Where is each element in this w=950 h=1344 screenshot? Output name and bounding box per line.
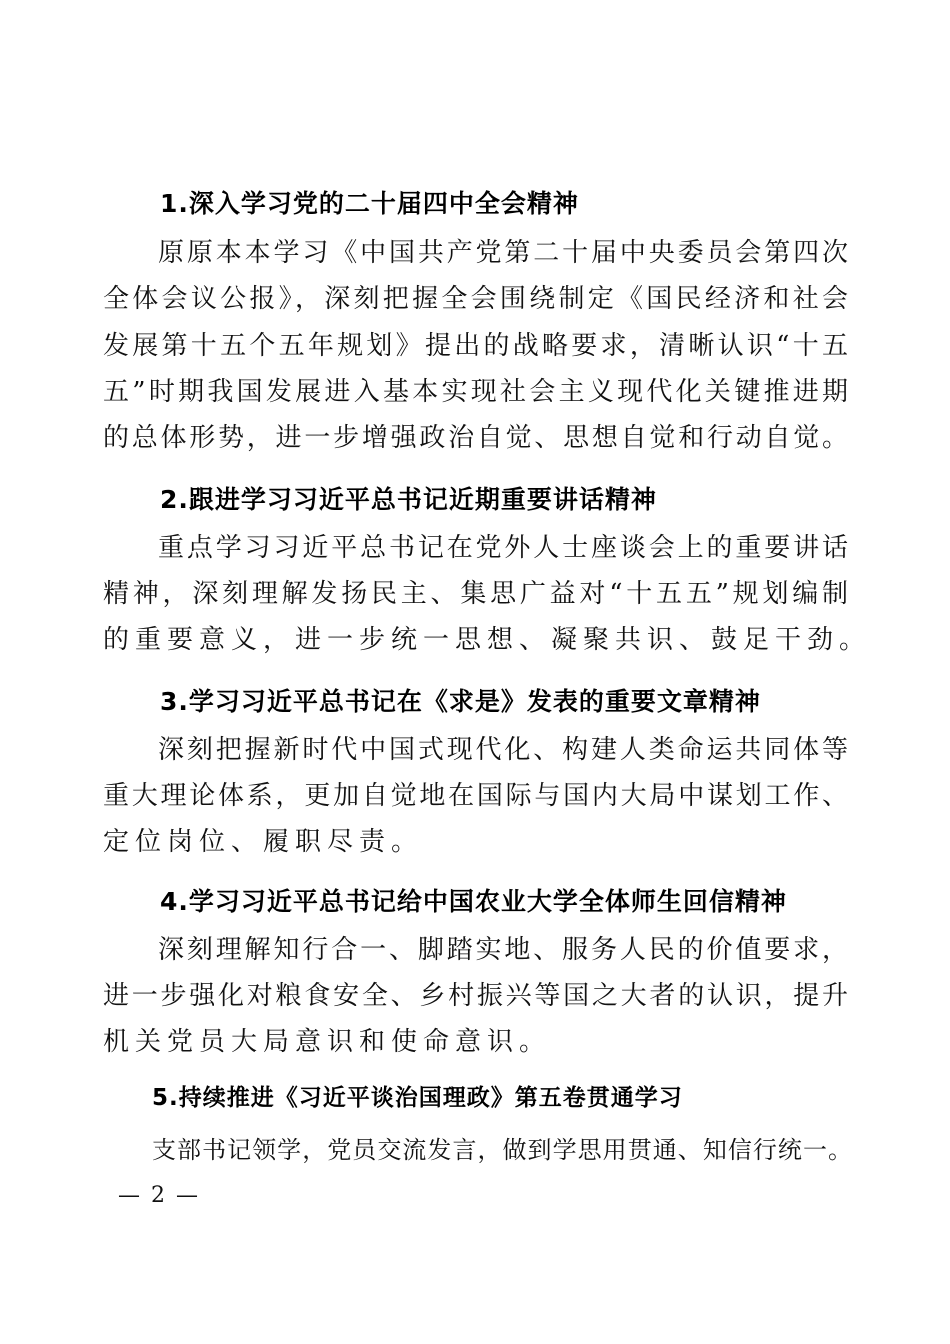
section-2-line-2: 精神，深刻理解发扬民主、集思广益对“十五五”规划编制 [103, 579, 848, 609]
section-4-line-3: 机关党员大局意识和使命意识。 [103, 1027, 552, 1057]
section-1-line-2: 全体会议公报》，深刻把握全会围绕制定《国民经济和社会 [103, 284, 848, 314]
section-heading-3: 3.学习习近平总书记在《求是》发表的重要文章精神 [160, 687, 761, 716]
section-2-line-1: 重点学习习近平总书记在党外人士座谈会上的重要讲话 [158, 533, 848, 563]
section-heading-4: 4.学习习近平总书记给中国农业大学全体师生回信精神 [160, 887, 787, 916]
section-3-line-1: 深刻把握新时代中国式现代化、构建人类命运共同体等 [158, 735, 848, 765]
section-3-line-2: 重大理论体系，更加自觉地在国际与国内大局中谋划工作、 [103, 781, 848, 811]
section-heading-1: 1.深入学习党的二十届四中全会精神 [160, 189, 579, 218]
section-heading-2: 2.跟进学习习近平总书记近期重要讲话精神 [160, 485, 657, 514]
section-3-line-3: 定位岗位、履职尽责。 [103, 827, 424, 857]
section-heading-5: 5.持续推进《习近平谈治国理政》第五卷贯通学习 [152, 1085, 683, 1111]
page-number: — 2 — [118, 1183, 200, 1208]
section-4-line-2: 进一步强化对粮食安全、乡村振兴等国之大者的认识，提升 [103, 981, 848, 1011]
section-5-line-1: 支部书记领学，党员交流发言，做到学思用贯通、知信行统一。 [152, 1136, 852, 1164]
section-1-line-4: 五”时期我国发展进入基本实现社会主义现代化关键推进期 [103, 377, 848, 407]
section-1-line-5: 的总体形势，进一步增强政治自觉、思想自觉和行动自觉。 [103, 423, 848, 453]
section-1-line-3: 发展第十五个五年规划》提出的战略要求，清晰认识“十五 [103, 331, 848, 361]
section-2-line-3: 的重要意义，进一步统一思想、凝聚共识、鼓足干劲。 [103, 625, 872, 655]
section-4-line-1: 深刻理解知行合一、脚踏实地、服务人民的价值要求， [158, 935, 848, 965]
section-1-line-1: 原原本本学习《中国共产党第二十届中央委员会第四次 [158, 238, 848, 268]
